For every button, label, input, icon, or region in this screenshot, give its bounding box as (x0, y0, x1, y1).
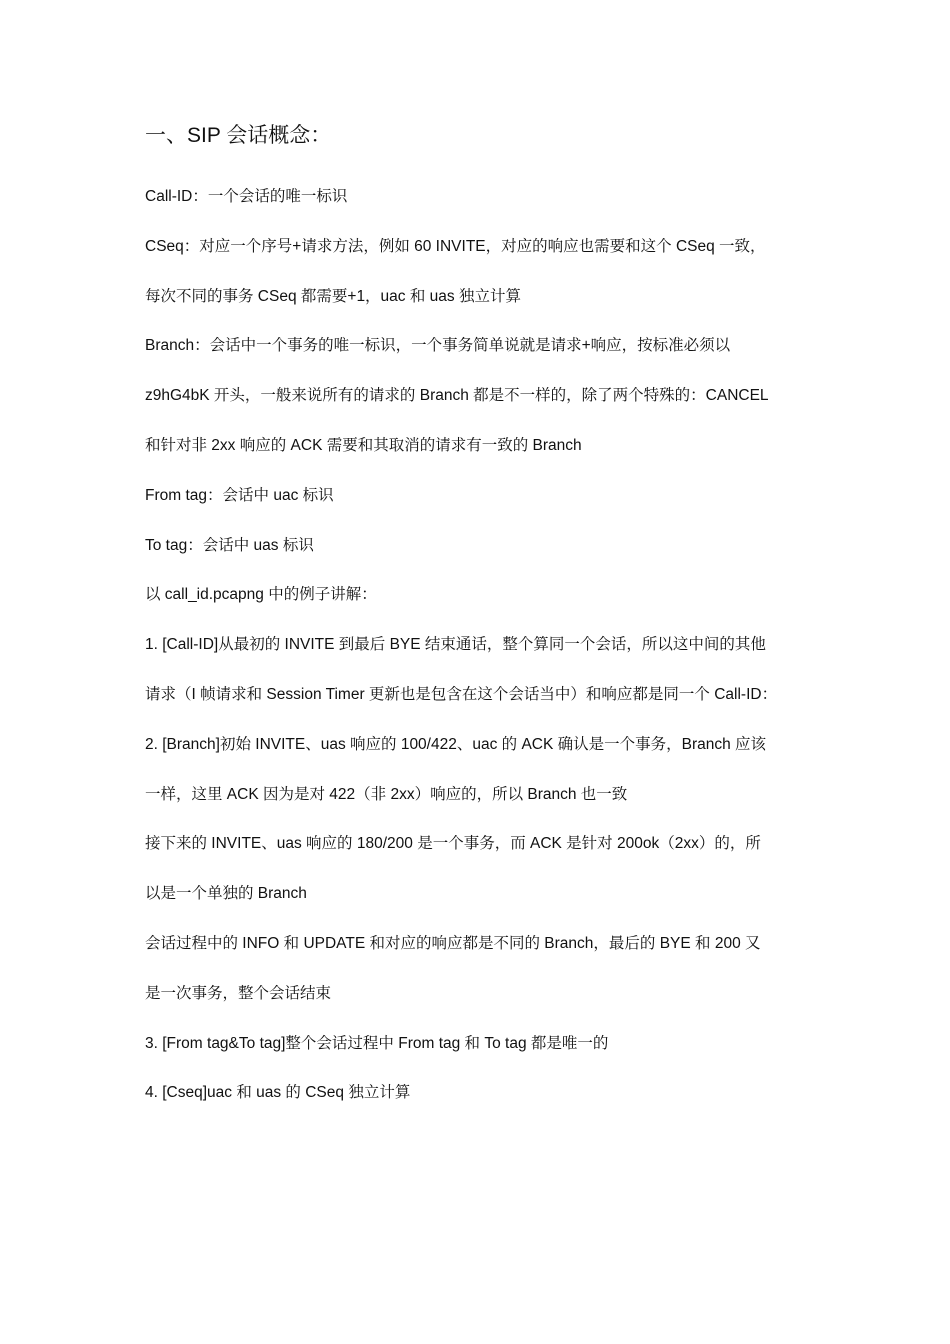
text-line-branch-cont-1: z9hG4bK 开头，一般来说所有的请求的 Branch 都是不一样的，除了两个特殊的：CANCEL (145, 387, 769, 405)
text-line-item-3: 3. [From tag&To tag]整个会话过程中 From tag 和 To tag 都是唯一的 (145, 1034, 609, 1052)
text-line-call-id: Call-ID：一个会话的唯一标识 (145, 188, 348, 205)
text-line-cseq-cont: 每次不同的事务 CSeq 都需要+1，uac 和 uas 独立计算 (145, 287, 521, 305)
text-line-item-2-session: 会话过程中的 INFO 和 UPDATE 和对应的响应都是不同的 Branch，最后的 BYE 和 200 又 (145, 934, 761, 952)
document-body (145, 118, 813, 1118)
text-line-from-tag: From tag：会话中 uac 标识 (145, 486, 334, 504)
text-line-item-1-cont: 请求（I 帧请求和 Session Timer 更新也是包含在这个会话当中）和响应都是同一个 Call-ID： (145, 685, 778, 703)
section-heading: 一、SIP 会话概念： (145, 124, 332, 147)
text-line-branch: Branch：会话中一个事务的唯一标识，一个事务简单说就是请求+响应，按标准必须以 (145, 337, 731, 355)
text-line-item-2: 2. [Branch]初始 INVITE、uas 响应的 100/422、uac 的 ACK 确认是一个事务，Branch 应该 (145, 735, 767, 753)
text-line-item-2-next: 接下来的 INVITE、uas 响应的 180/200 是一个事务，而 ACK 是针对 200ok（2xx）的，所 (145, 835, 761, 853)
text-line-branch-cont-2: 和针对非 2xx 响应的 ACK 需要和其取消的请求有一致的 Branch (145, 436, 582, 454)
text-line-item-1: 1. [Call-ID]从最初的 INVITE 到最后 BYE 结束通话，整个算同一个会话，所以这中间的其他 (145, 636, 766, 654)
text-line-example-intro: 以 call_id.pcapng 中的例子讲解： (145, 586, 377, 604)
text-line-item-2-cont: 一样，这里 ACK 因为是对 422（非 2xx）响应的，所以 Branch 也一致 (145, 785, 628, 803)
text-line-item-2-next-cont: 以是一个单独的 Branch (145, 885, 307, 903)
text-line-item-2-session-cont: 是一次事务，整个会话结束 (145, 984, 332, 1002)
text-line-to-tag: To tag：会话中 uas 标识 (145, 536, 314, 554)
text-line-cseq: CSeq：对应一个序号+请求方法，例如 60 INVITE，对应的响应也需要和这个 CSeq 一致， (145, 237, 766, 255)
text-line-item-4: 4. [Cseq]uac 和 uas 的 CSeq 独立计算 (145, 1084, 411, 1102)
